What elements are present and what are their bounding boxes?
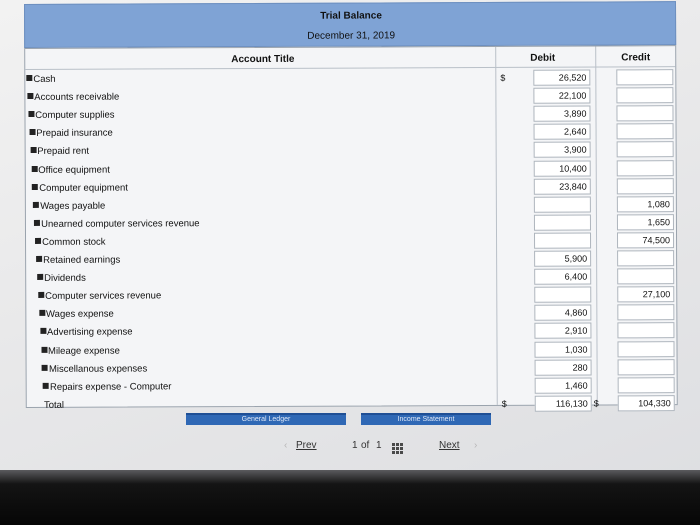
account-name: Total (43, 399, 65, 411)
credit-input[interactable] (617, 123, 674, 139)
row-marker-icon[interactable] (30, 147, 36, 153)
account-title-cell (39, 309, 114, 320)
total-label (44, 400, 64, 411)
credit-input[interactable] (616, 69, 673, 85)
credit-input[interactable] (617, 341, 674, 357)
row-marker-icon[interactable] (42, 364, 48, 370)
row-marker-icon[interactable] (27, 93, 33, 99)
debit-input[interactable]: 1,460 (535, 377, 592, 393)
account-title-cell (29, 128, 113, 139)
account-name: Computer services revenue (45, 290, 162, 303)
account-title-cell (30, 146, 89, 157)
account-name: Mileage expense (47, 345, 120, 357)
trial-balance-sheet (24, 1, 678, 411)
account-title-cell (37, 273, 86, 284)
account-title-cell (40, 327, 133, 338)
credit-input[interactable] (616, 87, 673, 103)
credit-input[interactable] (617, 160, 674, 176)
debit-input[interactable] (534, 232, 591, 248)
credit-input[interactable]: 1,650 (617, 214, 674, 230)
debit-header: Debit (530, 52, 556, 64)
page-current: 1 (352, 440, 358, 451)
row-marker-icon[interactable] (39, 310, 45, 316)
debit-input[interactable]: 3,890 (533, 106, 590, 122)
account-name: Retained earnings (43, 254, 121, 266)
debit-input[interactable]: 2,910 (534, 323, 591, 339)
debit-input[interactable] (534, 214, 591, 230)
account-title-cell (38, 291, 161, 303)
trial-balance-table (24, 45, 678, 411)
total-row (27, 394, 677, 415)
account-name: Prepaid insurance (36, 127, 113, 140)
account-title-cell (27, 92, 119, 103)
account-title-cell (41, 345, 120, 356)
report-date: December 31, 2019 (307, 30, 396, 42)
row-marker-icon[interactable] (43, 383, 49, 389)
account-title-cell (42, 363, 147, 374)
debit-input[interactable]: 5,900 (534, 251, 591, 267)
debit-input[interactable]: 1,030 (534, 341, 591, 357)
account-name: Dividends (44, 272, 86, 285)
income-statement-button[interactable]: Income Statement (361, 413, 491, 425)
row-marker-icon[interactable] (37, 274, 43, 280)
account-name: Computer supplies (35, 109, 115, 122)
account-title-cell (35, 237, 105, 248)
debit-input[interactable]: 4,860 (534, 305, 591, 321)
account-title-cell (34, 218, 199, 230)
debit-input[interactable]: 3,900 (534, 142, 591, 158)
debit-dollar-sign: $ (501, 398, 507, 409)
monitor-bezel (0, 470, 700, 525)
account-name: Unearned computer services revenue (41, 218, 200, 230)
debit-input[interactable]: 6,400 (534, 269, 591, 285)
debit-input[interactable]: 2,640 (534, 124, 591, 140)
account-name: Miscellanous expenses (48, 363, 148, 375)
debit-dollar-sign: $ (500, 72, 506, 83)
debit-input[interactable]: 116,130 (535, 395, 592, 411)
grid-icon[interactable] (392, 443, 404, 454)
credit-input[interactable] (618, 377, 675, 393)
account-name: Repairs expense - Computer (49, 381, 172, 393)
debit-input[interactable]: 10,400 (534, 160, 591, 176)
general-ledger-button[interactable]: General Ledger (186, 413, 346, 425)
credit-input[interactable] (617, 268, 674, 284)
credit-input[interactable] (617, 323, 674, 339)
account-name: Wages payable (40, 200, 106, 212)
account-title-cell (36, 255, 120, 266)
page-total: 1 (376, 440, 382, 451)
account-title-header: Account Title (231, 53, 295, 66)
account-title-cell (33, 200, 105, 211)
account-title-cell (31, 164, 110, 175)
account-title-cell (43, 381, 171, 393)
report-title: Trial Balance (320, 10, 382, 22)
credit-input[interactable]: 104,330 (618, 395, 675, 411)
row-marker-icon[interactable] (40, 328, 46, 334)
account-name: Wages expense (46, 308, 114, 321)
row-marker-icon[interactable] (32, 184, 38, 190)
account-name: Cash (33, 73, 56, 85)
trial-balance-header (24, 1, 676, 48)
chevron-right-icon[interactable]: › (474, 440, 478, 451)
account-name: Common stock (42, 236, 106, 248)
row-marker-icon[interactable] (29, 129, 35, 135)
row-marker-icon[interactable] (35, 238, 41, 244)
debit-input[interactable]: 23,840 (534, 178, 591, 194)
account-title-cell (28, 110, 114, 121)
credit-dollar-sign: $ (593, 398, 599, 409)
debit-input[interactable]: 280 (535, 359, 592, 375)
row-marker-icon[interactable] (28, 111, 34, 117)
debit-input[interactable] (534, 196, 591, 212)
account-name: Computer equipment (39, 182, 128, 194)
account-title-cell (32, 182, 128, 193)
credit-input[interactable] (617, 304, 674, 320)
row-marker-icon[interactable] (34, 220, 40, 226)
page-of: of (361, 440, 370, 451)
account-title-cell (26, 74, 55, 85)
row-marker-icon[interactable] (26, 75, 32, 81)
account-name: Accounts receivable (34, 91, 120, 104)
row-marker-icon[interactable] (31, 165, 37, 171)
account-name: Office equipment (38, 164, 110, 176)
account-name: Prepaid rent (37, 146, 90, 158)
row-marker-icon[interactable] (36, 256, 42, 262)
credit-input[interactable] (617, 178, 674, 194)
next-link[interactable]: Next (439, 440, 460, 451)
credit-input[interactable]: 74,500 (617, 232, 674, 248)
credit-input[interactable] (616, 105, 673, 121)
account-name: Advertising expense (47, 326, 133, 339)
row-marker-icon[interactable] (41, 346, 47, 352)
row-marker-icon[interactable] (33, 202, 39, 208)
credit-header: Credit (621, 52, 651, 64)
credit-input[interactable] (617, 250, 674, 266)
row-marker-icon[interactable] (38, 292, 44, 298)
credit-input[interactable]: 27,100 (617, 286, 674, 302)
credit-input[interactable] (617, 142, 674, 158)
credit-input[interactable] (618, 359, 675, 375)
chevron-left-icon[interactable]: ‹ (284, 440, 288, 451)
debit-input[interactable] (534, 287, 591, 303)
debit-input[interactable]: 22,100 (533, 88, 590, 104)
debit-input[interactable]: 26,520 (533, 70, 590, 86)
prev-link[interactable]: Prev (296, 440, 317, 451)
credit-input[interactable]: 1,080 (617, 196, 674, 212)
